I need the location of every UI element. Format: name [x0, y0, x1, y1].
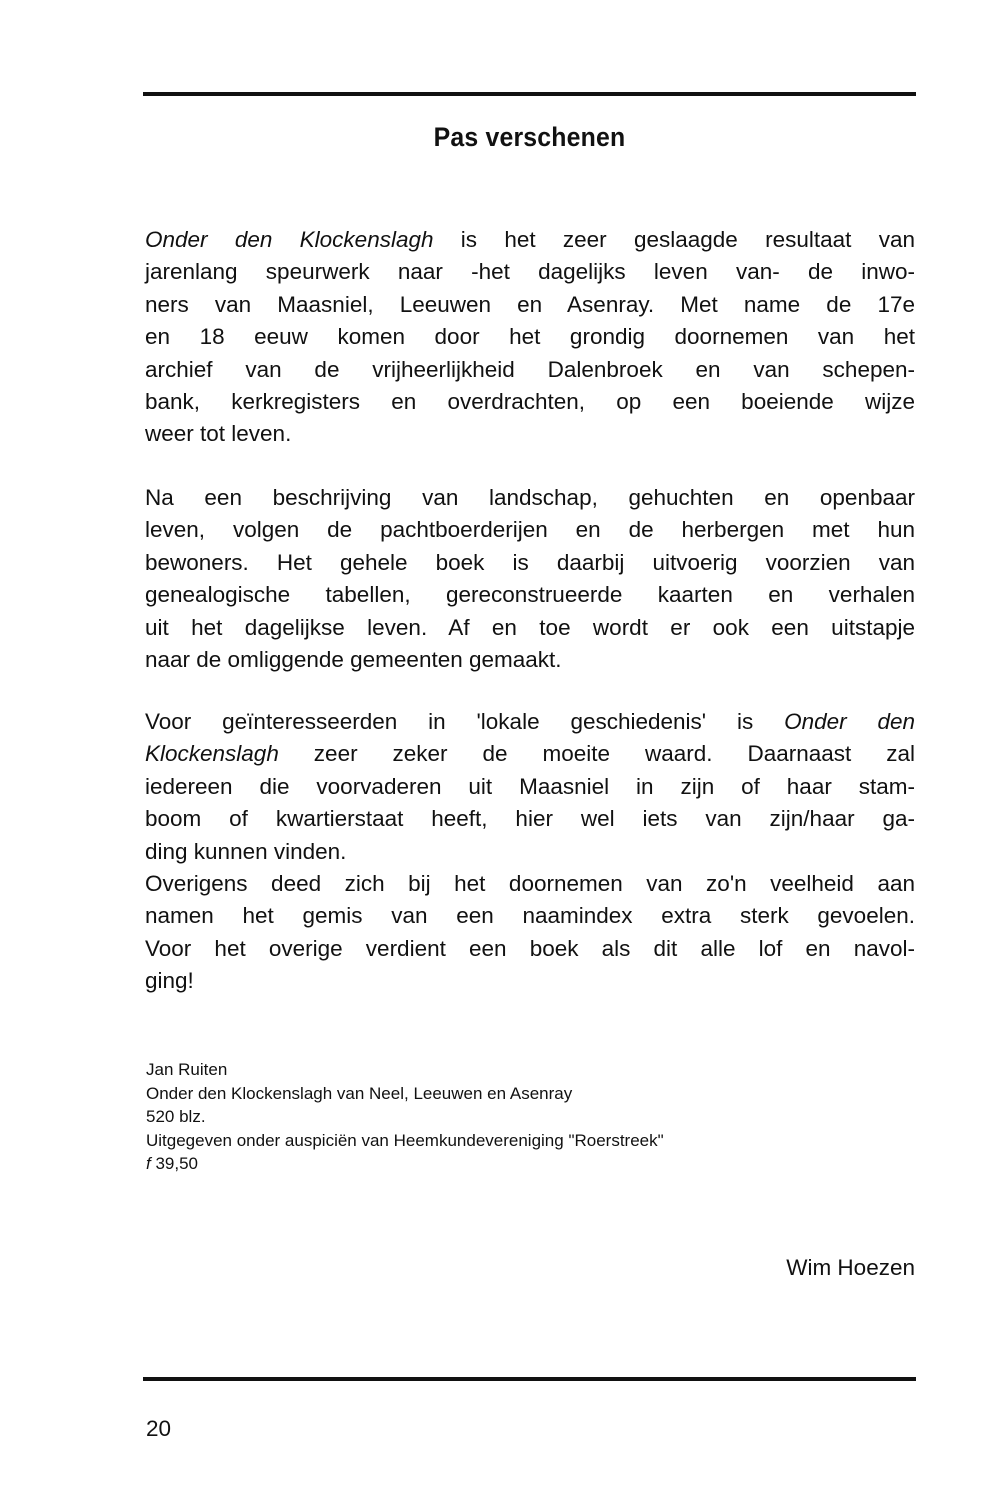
text-line: ding kunnen vinden. — [145, 838, 347, 864]
text-line: ging! — [145, 968, 194, 994]
text-line: iedereen die voorvaderen uit Maasniel in zijn of haar stam- — [145, 773, 915, 799]
text-line: weer tot leven. — [145, 421, 292, 447]
book-author: Jan Ruiten — [146, 1060, 228, 1079]
paragraph-1 — [145, 224, 915, 451]
text-line: namen het gemis van een naamindex extra sterk gevoelen. — [145, 903, 915, 929]
text-line: Klockenslagh zeer zeker de moeite waard. Daarnaast zal — [145, 741, 915, 767]
text-line: genealogische tabellen, gereconstrueerde kaarten en verhalen — [145, 582, 915, 608]
text-line: boom of kwartierstaat heeft, hier wel iets van zijn/haar ga- — [145, 806, 915, 832]
text-line: bank, kerkregisters en overdrachten, op een boeiende wijze — [145, 389, 915, 415]
text-line: Voor het overige verdient een boek als dit alle lof en navol- — [145, 935, 915, 961]
text-line: leven, volgen de pachtboerderijen en de herbergen met hun — [145, 517, 915, 543]
page-number: 20 — [146, 1416, 172, 1441]
review-author: Wim Hoezen — [786, 1255, 915, 1280]
book-title: Onder den Klockenslagh van Neel, Leeuwen en Asenray — [146, 1083, 573, 1103]
book-price: f 39,50 — [146, 1154, 198, 1173]
book-title-italic: Klockenslagh — [145, 741, 279, 767]
text-line: Overigens deed zich bij het doornemen van zo'n veelheid aan — [145, 871, 915, 897]
text-line: Voor geïnteresseerden in 'lokale geschiedenis' is Onder den — [145, 709, 915, 734]
paragraph-3 — [145, 706, 915, 998]
book-title-italic: Onder den Klockenslagh — [145, 227, 434, 252]
top-rule — [143, 92, 916, 96]
book-pages: 520 blz. — [146, 1107, 206, 1126]
book-publisher: Uitgegeven onder auspiciën van Heemkundevereniging "Roerstreek" — [146, 1130, 664, 1150]
text-line: bewoners. Het gehele boek is daarbij uitvoerig voorzien van — [145, 549, 915, 575]
guilder-symbol: f — [146, 1154, 151, 1173]
text-line: naar de omliggende gemeenten gemaakt. — [145, 647, 562, 673]
bibliography — [146, 1058, 664, 1176]
text-line: Na een beschrijving van landschap, gehuchten en openbaar — [145, 485, 915, 510]
text-line: jarenlang speurwerk naar -het dagelijks leven van- de inwo- — [145, 259, 915, 285]
text-line: en 18 eeuw komen door het grondig doornemen van het — [145, 324, 915, 350]
paragraph-2 — [145, 482, 915, 676]
text-line: ners van Maasniel, Leeuwen en Asenray. Met name de 17e — [145, 291, 915, 317]
page-title: Pas verschenen — [433, 122, 626, 152]
bottom-rule — [143, 1377, 916, 1381]
book-title-italic: Onder den — [784, 709, 915, 734]
text-line: archief van de vrijheerlijkheid Dalenbroek en van schepen- — [145, 356, 915, 382]
text-line: uit het dagelijkse leven. Af en toe wordt er ook een uitstapje — [145, 614, 915, 640]
text-line: Onder den Klockenslagh is het zeer geslaagde resultaat van — [145, 227, 915, 252]
